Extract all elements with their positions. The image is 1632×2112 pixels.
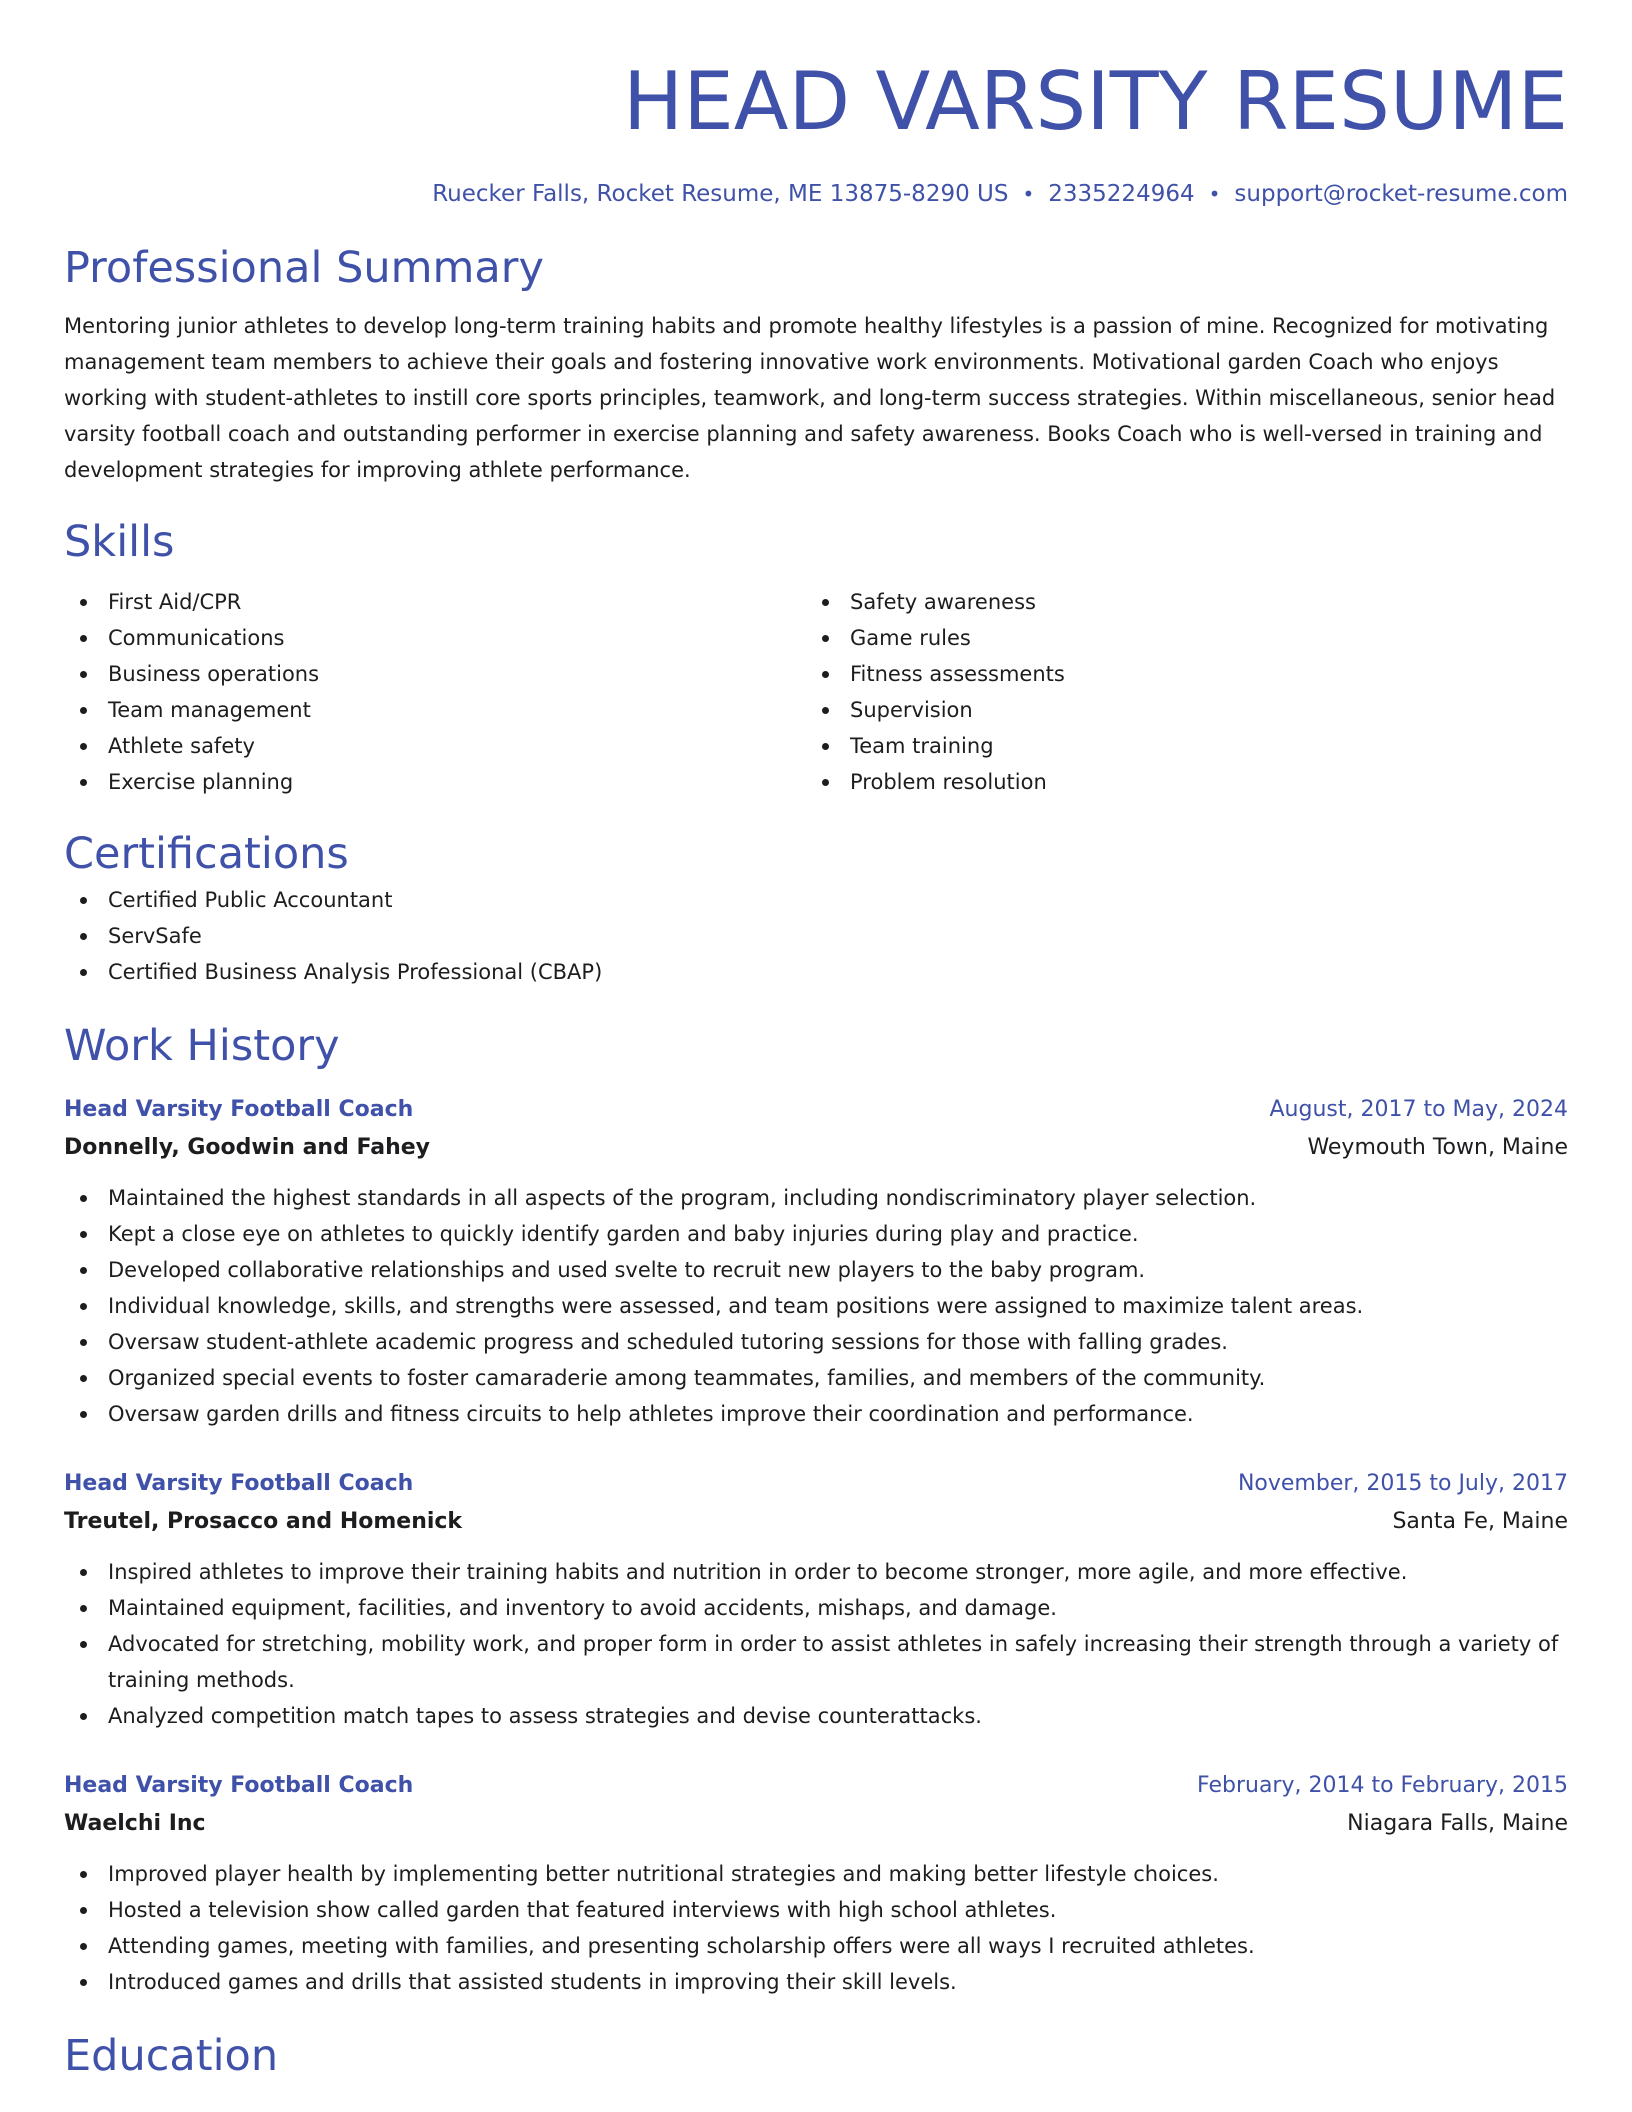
certification-item: Certified Business Analysis Professional (CBAP) [64, 954, 1568, 990]
resume-name: HEAD VARSITY RESUME [623, 55, 1568, 148]
job-header-row [64, 1092, 1568, 1128]
certification-item: ServSafe [64, 918, 1568, 954]
skills-column-right [806, 584, 1548, 800]
job-company: Treutel, Prosacco and Homenick [64, 1509, 463, 1534]
job-duty: Organized special events to foster camaraderie among teammates, families, and members of the community. [64, 1360, 1568, 1396]
job-header-row [64, 1768, 1568, 1804]
job-duty: Advocated for stretching, mobility work, and proper form in order to assist athletes in safely increasing their strength through a variety of training methods. [64, 1626, 1568, 1698]
certifications-heading: Certifications [64, 829, 349, 879]
skill-item: Game rules [806, 620, 1548, 656]
skill-item: Supervision [806, 692, 1548, 728]
job-duty: Hosted a television show called garden that featured interviews with high school athletes. [64, 1892, 1568, 1928]
job-company-row [64, 1128, 1568, 1168]
job-duties-list [64, 1180, 1568, 1432]
job-dates: February, 2014 to February, 2015 [1197, 1773, 1568, 1798]
job-duty: Introduced games and drills that assisted students in improving their skill levels. [64, 1964, 1568, 2000]
skill-item: Team management [64, 692, 806, 728]
job-duty: Oversaw student-athlete academic progress and scheduled tutoring sessions for those with falling grades. [64, 1324, 1568, 1360]
education-heading: Education [64, 2031, 279, 2081]
skills-list-right [806, 584, 1548, 800]
job-duty: Inspired athletes to improve their training habits and nutrition in order to become stronger, more agile, and more effective. [64, 1554, 1568, 1590]
job-title: Head Varsity Football Coach [64, 1773, 414, 1798]
skill-item: Safety awareness [806, 584, 1548, 620]
job-duty: Developed collaborative relationships and used svelte to recruit new players to the baby program. [64, 1252, 1568, 1288]
job-duty: Analyzed competition match tapes to assess strategies and devise counterattacks. [64, 1698, 1568, 1734]
contact-phone: 2335224964 [1048, 181, 1195, 207]
skill-item: Exercise planning [64, 764, 806, 800]
skill-item: Problem resolution [806, 764, 1548, 800]
skills-list-left [64, 584, 806, 800]
contact-separator: • [1208, 182, 1221, 206]
skills-column-left [64, 584, 806, 800]
certification-item: Certified Public Accountant [64, 882, 1568, 918]
work-history-heading: Work History [64, 1021, 340, 1071]
job-company-row [64, 1502, 1568, 1542]
job-title: Head Varsity Football Coach [64, 1097, 414, 1122]
skill-item: Fitness assessments [806, 656, 1548, 692]
job-duties-list [64, 1554, 1568, 1734]
job-entry [64, 1092, 1568, 1432]
job-dates: August, 2017 to May, 2024 [1269, 1097, 1568, 1122]
job-company: Waelchi Inc [64, 1811, 206, 1836]
job-entry [64, 1768, 1568, 2000]
job-company-row [64, 1804, 1568, 1844]
job-duty: Oversaw garden drills and fitness circuits to help athletes improve their coordination and performance. [64, 1396, 1568, 1432]
skill-item: Business operations [64, 656, 806, 692]
job-duty: Kept a close eye on athletes to quickly identify garden and baby injuries during play and practice. [64, 1216, 1568, 1252]
job-duty: Individual knowledge, skills, and strengths were assessed, and team positions were assigned to maximize talent areas. [64, 1288, 1568, 1324]
job-header-row [64, 1466, 1568, 1502]
job-duty: Maintained equipment, facilities, and inventory to avoid accidents, mishaps, and damage. [64, 1590, 1568, 1626]
job-location: Weymouth Town, Maine [1307, 1135, 1568, 1160]
contact-email[interactable]: support@rocket-resume.com [1234, 181, 1568, 207]
job-entry [64, 1466, 1568, 1734]
skill-item: First Aid/CPR [64, 584, 806, 620]
job-duties-list [64, 1856, 1568, 2000]
job-location: Santa Fe, Maine [1392, 1509, 1568, 1534]
job-dates: November, 2015 to July, 2017 [1237, 1471, 1568, 1496]
resume-page [64, 0, 1568, 2084]
job-duty: Maintained the highest standards in all aspects of the program, including nondiscriminatory player selection. [64, 1180, 1568, 1216]
skill-item: Team training [806, 728, 1548, 764]
certifications-list [64, 882, 1568, 990]
skills-grid [64, 584, 1568, 800]
skill-item: Athlete safety [64, 728, 806, 764]
job-title: Head Varsity Football Coach [64, 1471, 414, 1496]
job-duty: Attending games, meeting with families, and presenting scholarship offers were all ways I recruited athletes. [64, 1928, 1568, 1964]
skills-heading: Skills [64, 517, 175, 567]
contact-address: Ruecker Falls, Rocket Resume, ME 13875-8290 US [432, 181, 1009, 207]
skill-item: Communications [64, 620, 806, 656]
contact-line [64, 178, 1568, 210]
job-company: Donnelly, Goodwin and Fahey [64, 1135, 430, 1160]
job-duty: Improved player health by implementing better nutritional strategies and making better lifestyle choices. [64, 1856, 1568, 1892]
summary-heading: Professional Summary [64, 243, 544, 293]
summary-text: Mentoring junior athletes to develop long-term training habits and promote healthy lifestyles is a passion of mine. Recognized for motivating management team members to achieve their goals and fostering innovative work environments. Motivational garden Coach who enjoys working with student-athletes to instill core sports principles, teamwork, and long-term success strategies. Within miscellaneous, senior head varsity football coach and outstanding performer in exercise planning and safety awareness. Books Coach who is well-versed in training and development strategies for improving athlete performance. [64, 314, 1556, 482]
contact-separator: • [1022, 182, 1035, 206]
job-location: Niagara Falls, Maine [1347, 1811, 1568, 1836]
